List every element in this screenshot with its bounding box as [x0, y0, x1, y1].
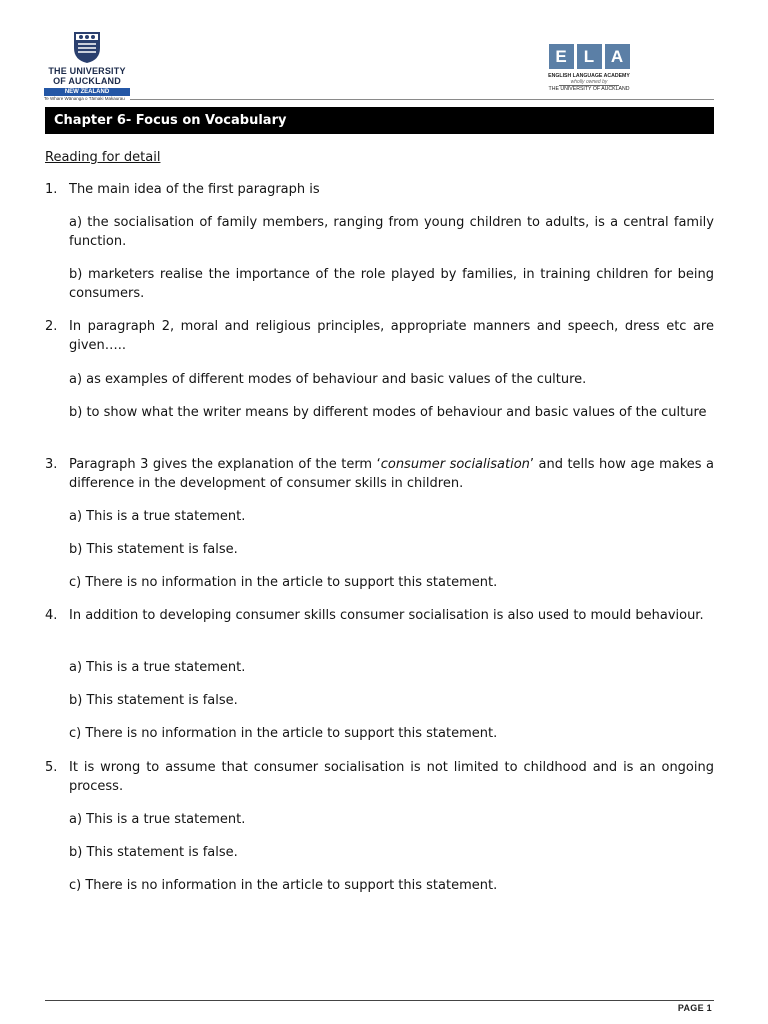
question-text: It is wrong to assume that consumer socialisation is not limited to childhood and is an ongoing process.: [69, 760, 714, 794]
answer-option: c) There is no information in the article to support this statement.: [69, 726, 498, 741]
answer-option: c) There is no information in the article to support this statement.: [69, 575, 498, 590]
question-number: 2.: [45, 319, 58, 334]
ela-letter-e: E: [549, 44, 574, 69]
answer-option: a) This is a true statement.: [69, 509, 246, 524]
ela-full-name: ENGLISH LANGUAGE ACADEMY: [548, 73, 630, 79]
question-number: 5.: [45, 760, 58, 775]
university-name-line2: OF AUCKLAND: [53, 76, 121, 86]
section-heading: Reading for detail: [45, 150, 161, 165]
answer-option: a) the socialisation of family members, ranging from young children to adults, is a central family function.: [69, 215, 714, 249]
answer-option: c) There is no information in the article to support this statement.: [69, 878, 498, 893]
country-band: NEW ZEALAND: [44, 88, 130, 96]
crest-icon: [72, 30, 102, 64]
question-text: In paragraph 2, moral and religious principles, appropriate manners and speech, dress etc are given…..: [69, 319, 714, 353]
ela-letter-a: A: [605, 44, 630, 69]
question-text: [69, 455, 714, 493]
answer-option: b) This statement is false.: [69, 845, 238, 860]
footer-divider: [45, 1000, 714, 1001]
ela-letter-boxes: [544, 44, 634, 69]
university-of-auckland-logo: [44, 30, 130, 102]
answer-option: b) This statement is false.: [69, 693, 238, 708]
ela-owner: THE UNIVERSITY OF AUCKLAND: [548, 86, 630, 92]
university-motto: Te Whare Wānanga o Tāmaki Makaurau: [44, 96, 125, 101]
ela-owned-by: wholly owned by: [559, 79, 619, 86]
chapter-title: Chapter 6- Focus on Vocabulary: [45, 107, 714, 134]
question-text-part: Paragraph 3 gives the explanation of the term ‘: [69, 457, 381, 472]
answer-option: a) as examples of different modes of behaviour and basic values of the culture.: [69, 372, 587, 387]
answer-option: b) marketers realise the importance of the role played by families, in training children for being consumers.: [69, 267, 714, 301]
question-number: 3.: [45, 457, 58, 472]
ela-logo: [544, 44, 634, 93]
answer-option: b) This statement is false.: [69, 542, 238, 557]
question-text: The main idea of the first paragraph is: [69, 182, 320, 197]
page-number: PAGE 1: [677, 1003, 712, 1013]
question-number: 4.: [45, 608, 58, 623]
question-number: 1.: [45, 182, 58, 197]
header-divider: [130, 99, 714, 100]
university-name-line1: THE UNIVERSITY: [48, 66, 126, 76]
answer-option: b) to show what the writer means by different modes of behaviour and basic values of the culture: [69, 405, 707, 420]
answer-option: a) This is a true statement.: [69, 660, 246, 675]
answer-option: a) This is a true statement.: [69, 812, 246, 827]
question-term: consumer socialisation: [380, 457, 530, 472]
question-text: In addition to developing consumer skills consumer socialisation is also used to mould behaviour.: [69, 608, 704, 623]
ela-letter-l: L: [577, 44, 602, 69]
question-text-part: ’ and tells how age makes a difference in the development of consumer skills in children.: [69, 457, 714, 491]
